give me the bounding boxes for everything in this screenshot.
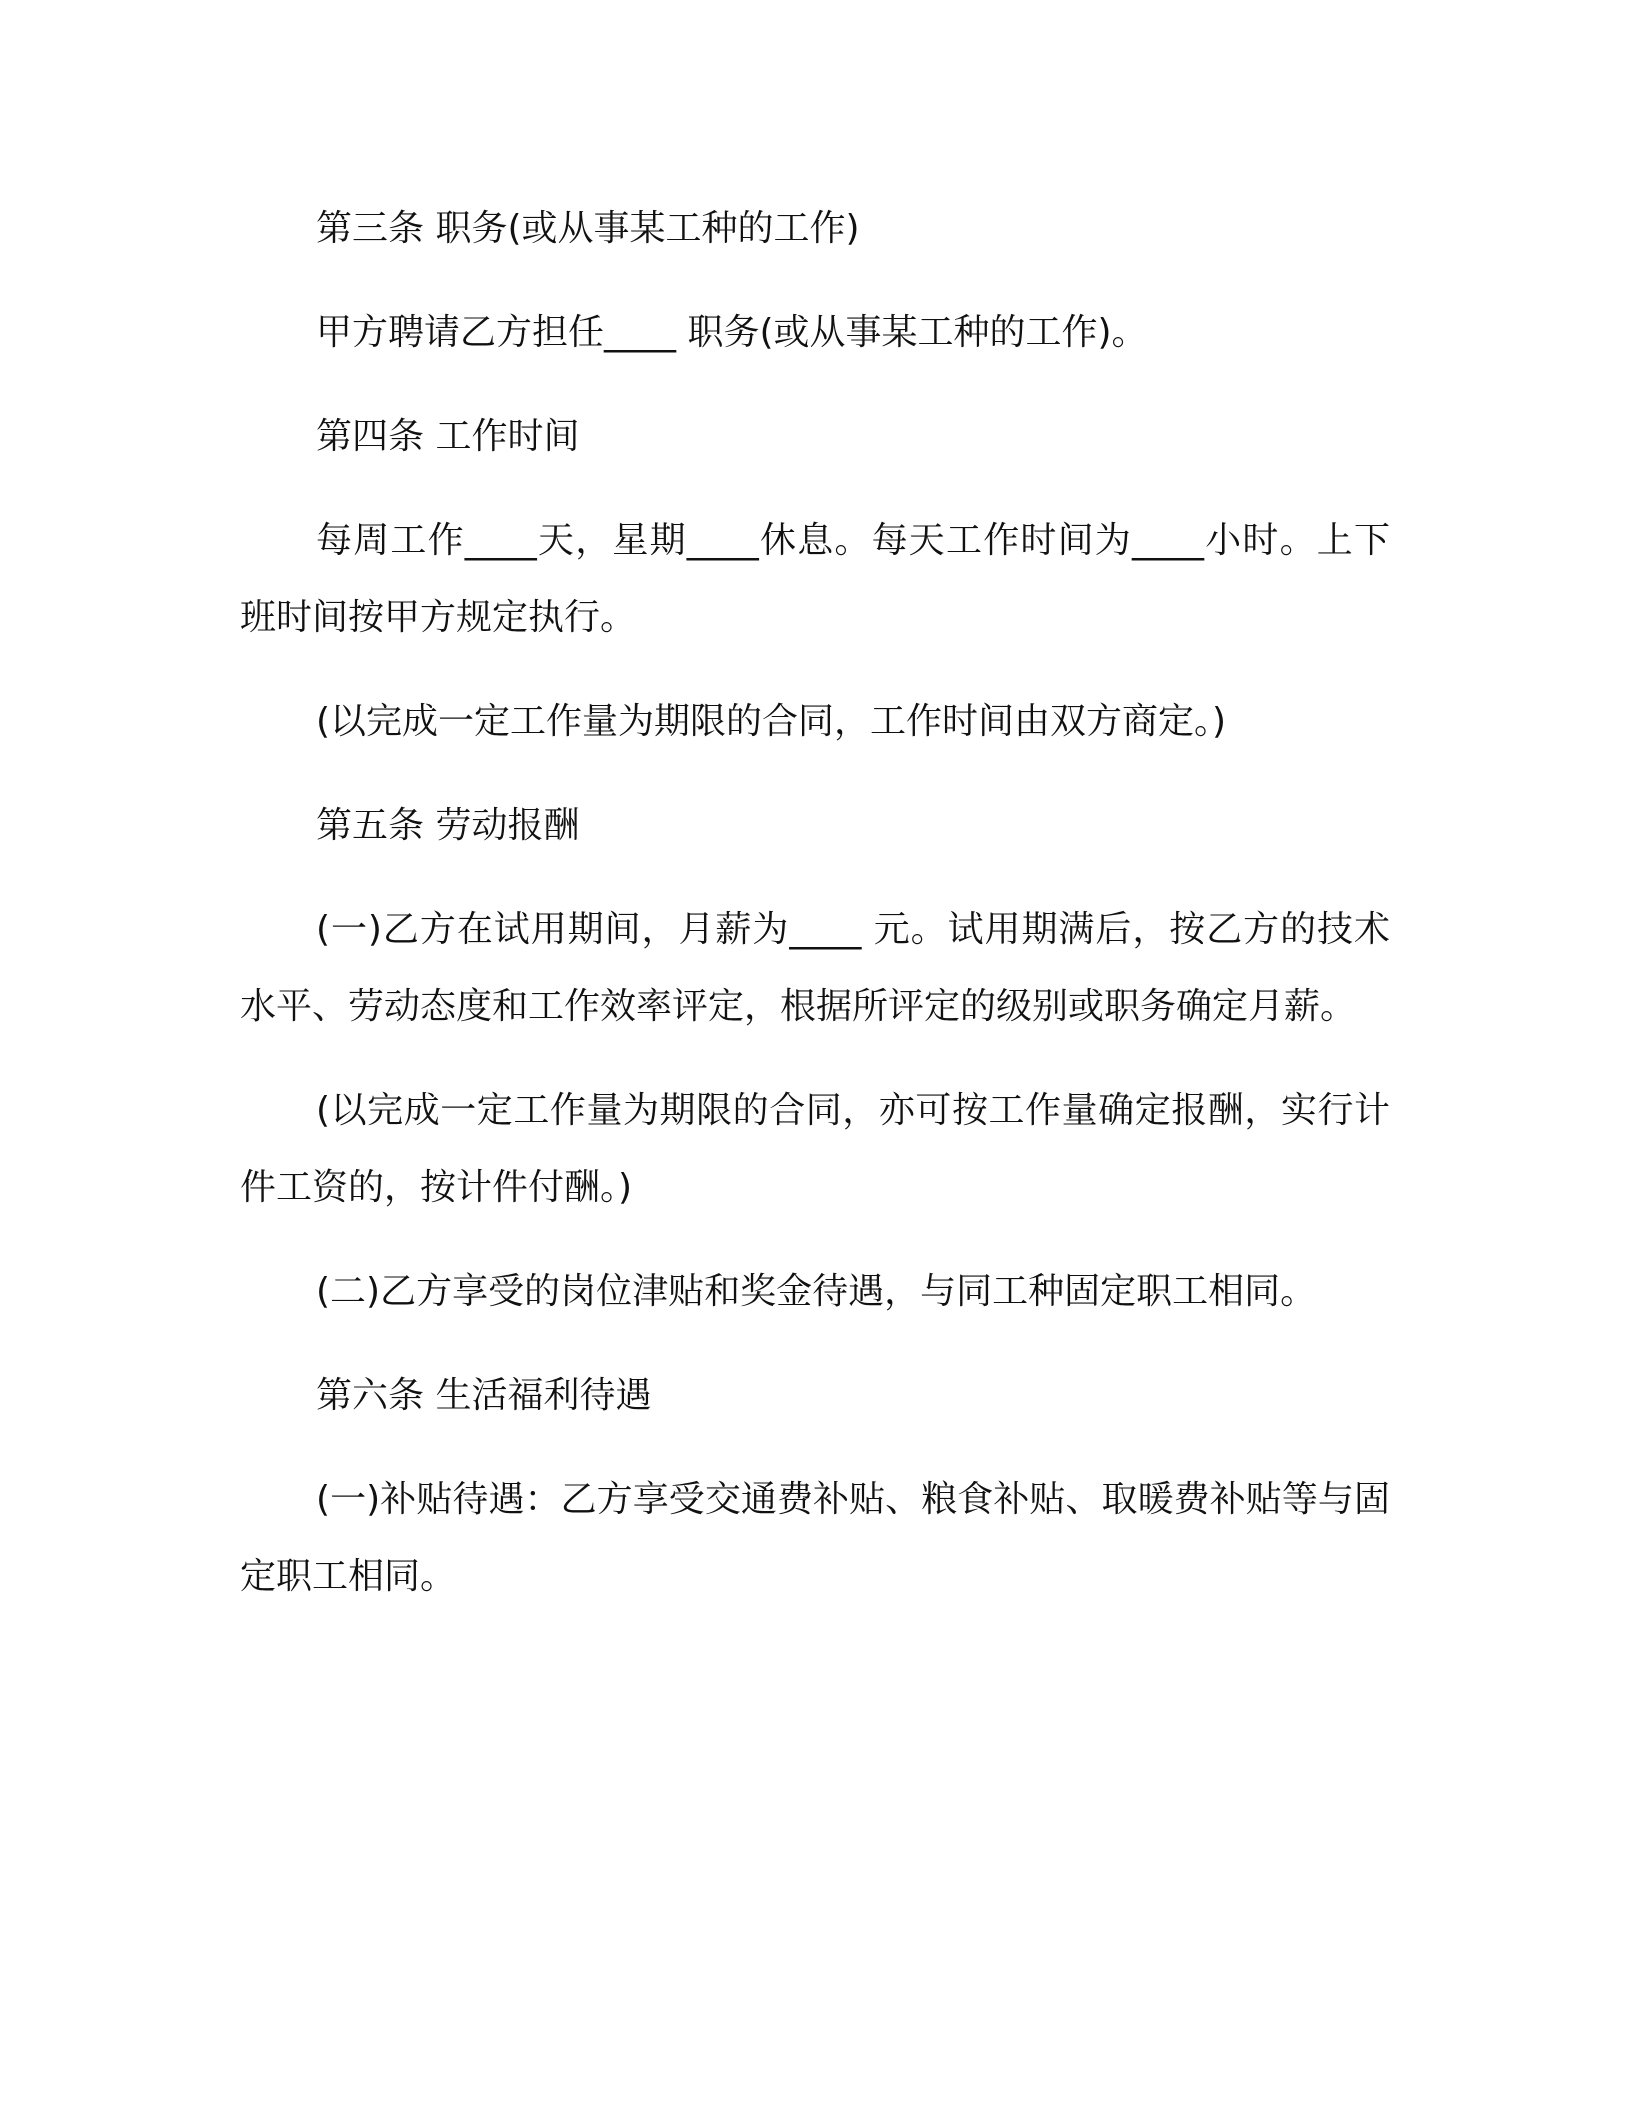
article-4-heading: 第四条 工作时间 [316, 416, 580, 457]
article-6-item-1: (一)补贴待遇：乙方享受交通费补贴、粮食补贴、取暖费补贴等与固定职工相同。 [240, 1479, 1390, 1597]
article-5-item-2: (二)乙方享受的岗位津贴和奖金待遇，与同工种固定职工相同。 [316, 1271, 1317, 1312]
article-6-heading: 第六条 生活福利待遇 [316, 1375, 652, 1416]
article-3-heading: 第三条 职务(或从事某工种的工作) [316, 208, 860, 249]
article-4-text: 每周工作____天，星期____休息。每天工作时间为____小时。上下班时间按甲方规定执行。 [240, 520, 1390, 638]
article-3-text: 甲方聘请乙方担任____ 职务(或从事某工种的工作)。 [316, 312, 1148, 353]
document-body [240, 190, 1390, 1642]
article-5-heading: 第五条 劳动报酬 [316, 805, 580, 846]
article-5-note: (以完成一定工作量为期限的合同，亦可按工作量确定报酬，实行计件工资的，按计件付酬。) [240, 1090, 1390, 1208]
article-4-note: (以完成一定工作量为期限的合同，工作时间由双方商定。) [316, 701, 1227, 742]
article-5-item-1: (一)乙方在试用期间，月薪为____ 元。试用期满后，按乙方的技术水平、劳动态度和工作效率评定，根据所评定的级别或职务确定月薪。 [240, 909, 1390, 1027]
